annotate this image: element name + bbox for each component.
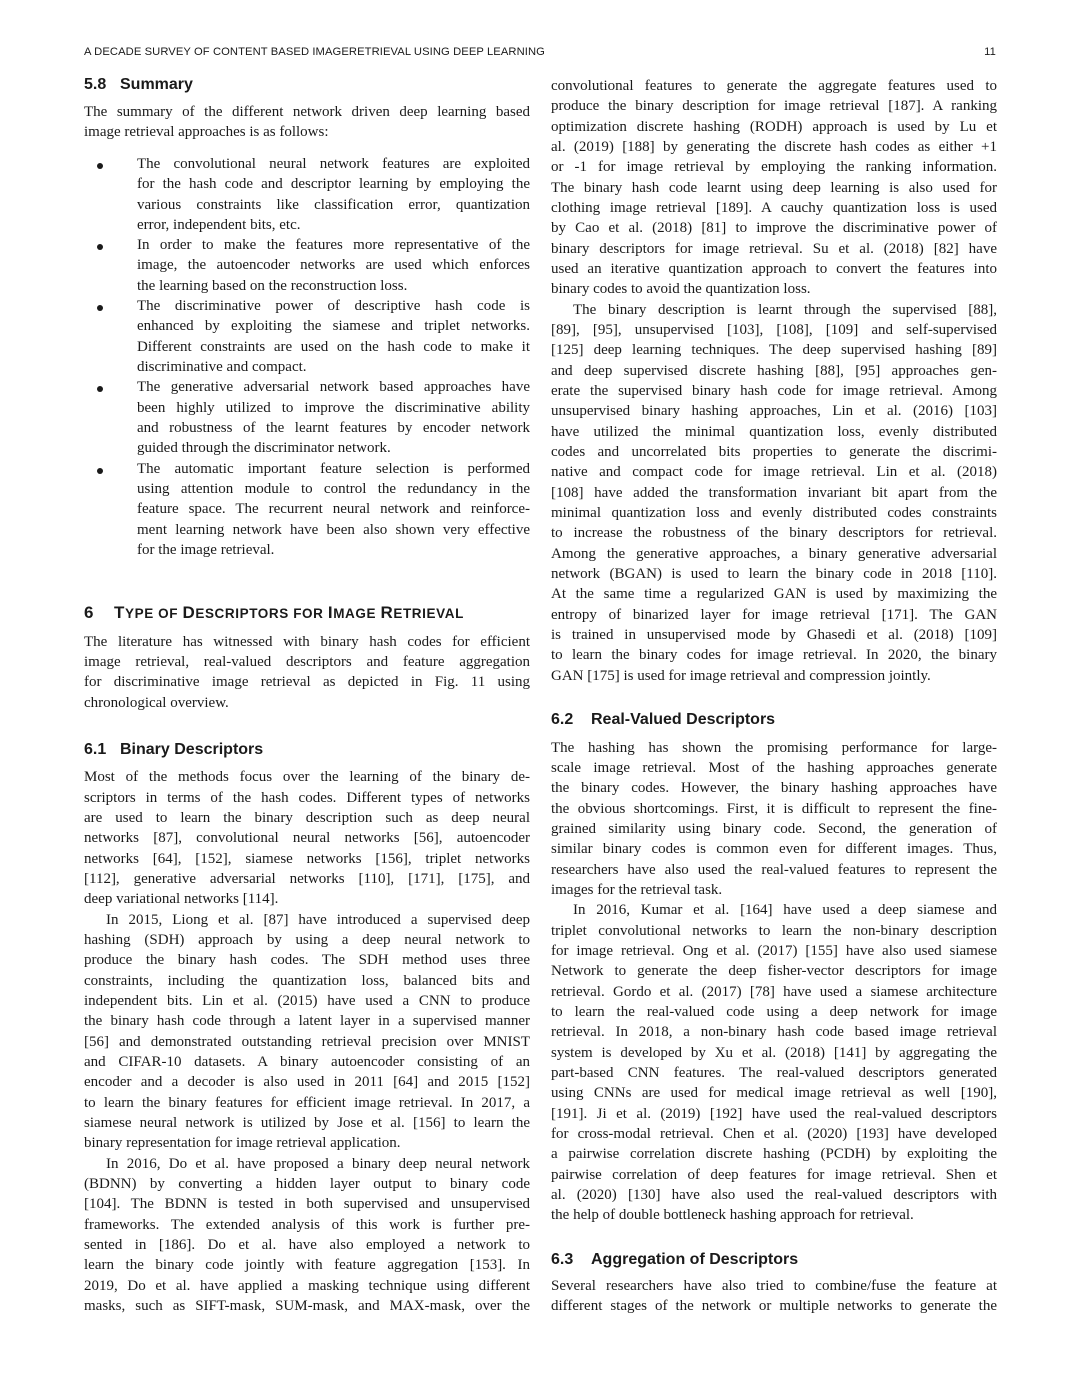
running-title: A DECADE SURVEY OF CONTENT BASED IMAGERETRIEVAL USING DEEP LEARNING bbox=[84, 46, 545, 58]
section-heading-5-8: 5.8 Summary bbox=[84, 76, 193, 93]
page-number: 11 bbox=[984, 46, 996, 58]
bullet-icon bbox=[97, 305, 103, 311]
section-heading-6-3: 6.3 Aggregation of Descriptors bbox=[551, 1251, 799, 1268]
bullet-icon bbox=[97, 468, 103, 474]
section-heading-6: 6 TYPE OF DESCRIPTORS FOR IMAGE RETRIEVAL bbox=[84, 603, 464, 622]
bullet-icon bbox=[97, 163, 103, 169]
bullet-icon bbox=[97, 386, 103, 392]
section-heading-6-2: 6.2 Real-Valued Descriptors bbox=[551, 711, 776, 728]
section-heading-6-1: 6.1 Binary Descriptors bbox=[84, 741, 264, 758]
running-header bbox=[84, 46, 996, 64]
bullet-icon bbox=[97, 244, 103, 250]
